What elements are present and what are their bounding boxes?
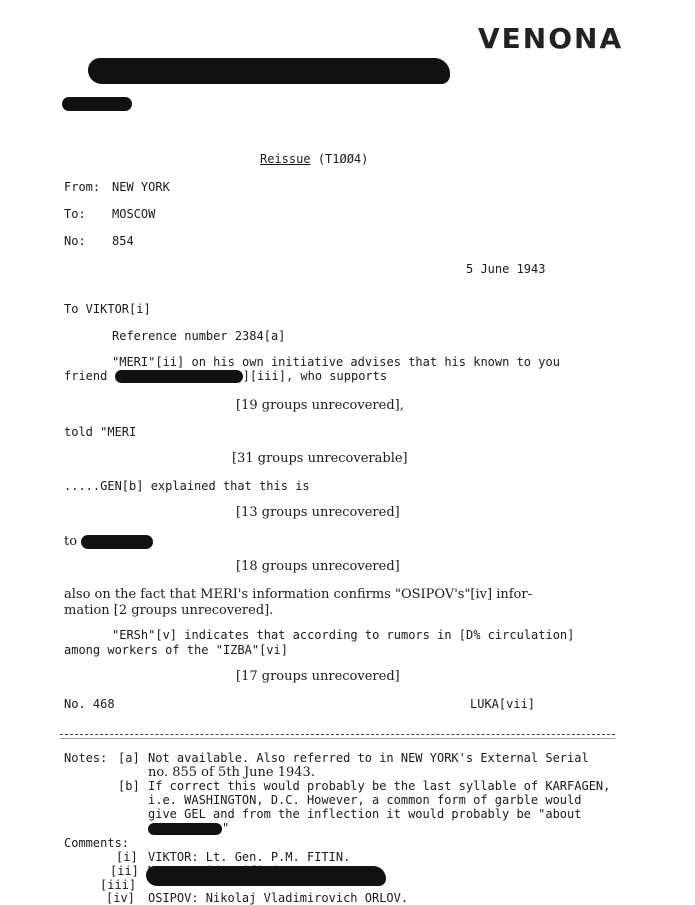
separator-rule-2 xyxy=(60,738,615,739)
from-label: From: xyxy=(64,180,101,194)
gap-1: [19 groups unrecovered], xyxy=(236,398,404,413)
gap-3: [13 groups unrecovered] xyxy=(236,505,400,520)
note-b-line-3: give GEL and from the inflection it would probably be "about xyxy=(148,807,582,821)
to-line xyxy=(64,534,153,549)
note-b-line-2: i.e. WASHINGTON, D.C. However, a common form of garble would xyxy=(148,793,582,807)
note-b-marker: [b] xyxy=(118,779,140,793)
classification-redaction xyxy=(88,58,450,84)
message-number: No. 468 xyxy=(64,697,115,711)
gap-5: [17 groups unrecovered] xyxy=(236,669,400,684)
paragraph-3-line-2: among workers of the "IZBA"[vi] xyxy=(64,643,288,657)
reissue-line xyxy=(260,152,368,166)
gap-2: [31 groups unrecoverable] xyxy=(232,451,408,466)
message-date: 5 June 1943 xyxy=(466,262,546,276)
no-label: No: xyxy=(64,234,86,248)
reference-line: Reference number 2384[a] xyxy=(112,329,286,343)
comment-iii-redaction xyxy=(146,866,386,886)
reissue-label: Reissue xyxy=(260,152,311,166)
to-word: to xyxy=(64,534,78,549)
told-line: told "MERI xyxy=(64,425,137,439)
gap-4: [18 groups unrecovered] xyxy=(236,559,400,574)
paragraph-3-line-1: "ERSh"[v] indicates that according to rumors in [D% circulation] xyxy=(112,628,575,642)
paragraph-2-line-1: also on the fact that MERI's information confirms "OSIPOV's"[iv] infor- xyxy=(64,587,532,602)
note-a-line-1: Not available. Also referred to in NEW YORK's External Serial xyxy=(148,751,589,765)
no-value: 854 xyxy=(112,234,134,248)
comment-i-marker: [i] xyxy=(116,850,138,864)
paragraph-2-line-2: mation [2 groups unrecovered]. xyxy=(64,603,274,618)
header-redaction xyxy=(62,97,132,111)
comment-iv-marker: [iv] xyxy=(106,891,135,905)
reissue-code: (T1ØØ4) xyxy=(317,152,369,166)
friend-word: friend xyxy=(64,369,108,383)
friend-redaction xyxy=(115,370,243,383)
note-a-line-2: no. 855 of 5th June 1943. xyxy=(148,765,315,780)
comment-iv-text: OSIPOV: Nikolaj Vladimirovich ORLOV. xyxy=(148,891,409,905)
comments-label: Comments: xyxy=(64,836,130,850)
notes-label: Notes: xyxy=(64,751,108,765)
note-b-line-4 xyxy=(148,821,229,835)
salutation: To VIKTOR[i] xyxy=(64,302,151,316)
separator-rule xyxy=(60,734,615,735)
signature: LUKA[vii] xyxy=(470,697,536,711)
comment-i-text: VIKTOR: Lt. Gen. P.M. FITIN. xyxy=(148,850,351,864)
comment-iii-marker: [iii] xyxy=(100,878,137,892)
comment-ii-marker: [ii] xyxy=(110,864,139,878)
venona-stamp: VENONA xyxy=(478,22,624,55)
note-b-redaction xyxy=(148,823,222,835)
note-a-marker: [a] xyxy=(118,751,140,765)
note-b-line-4-end: " xyxy=(222,821,230,835)
to-redaction xyxy=(81,535,153,549)
from-value: NEW YORK xyxy=(112,180,170,194)
note-b-line-1: If correct this would probably be the last syllable of KARFAGEN, xyxy=(148,779,611,793)
paragraph-1-line-2 xyxy=(64,369,387,383)
to-label: To: xyxy=(64,207,86,221)
gen-line: .....GEN[b] explained that this is xyxy=(64,479,310,493)
paragraph-1-line-1: "MERI"[ii] on his own initiative advises that his known to you xyxy=(112,355,560,369)
to-value: MOSCOW xyxy=(112,207,156,221)
friend-line-end: ][iii], who supports xyxy=(242,369,388,383)
